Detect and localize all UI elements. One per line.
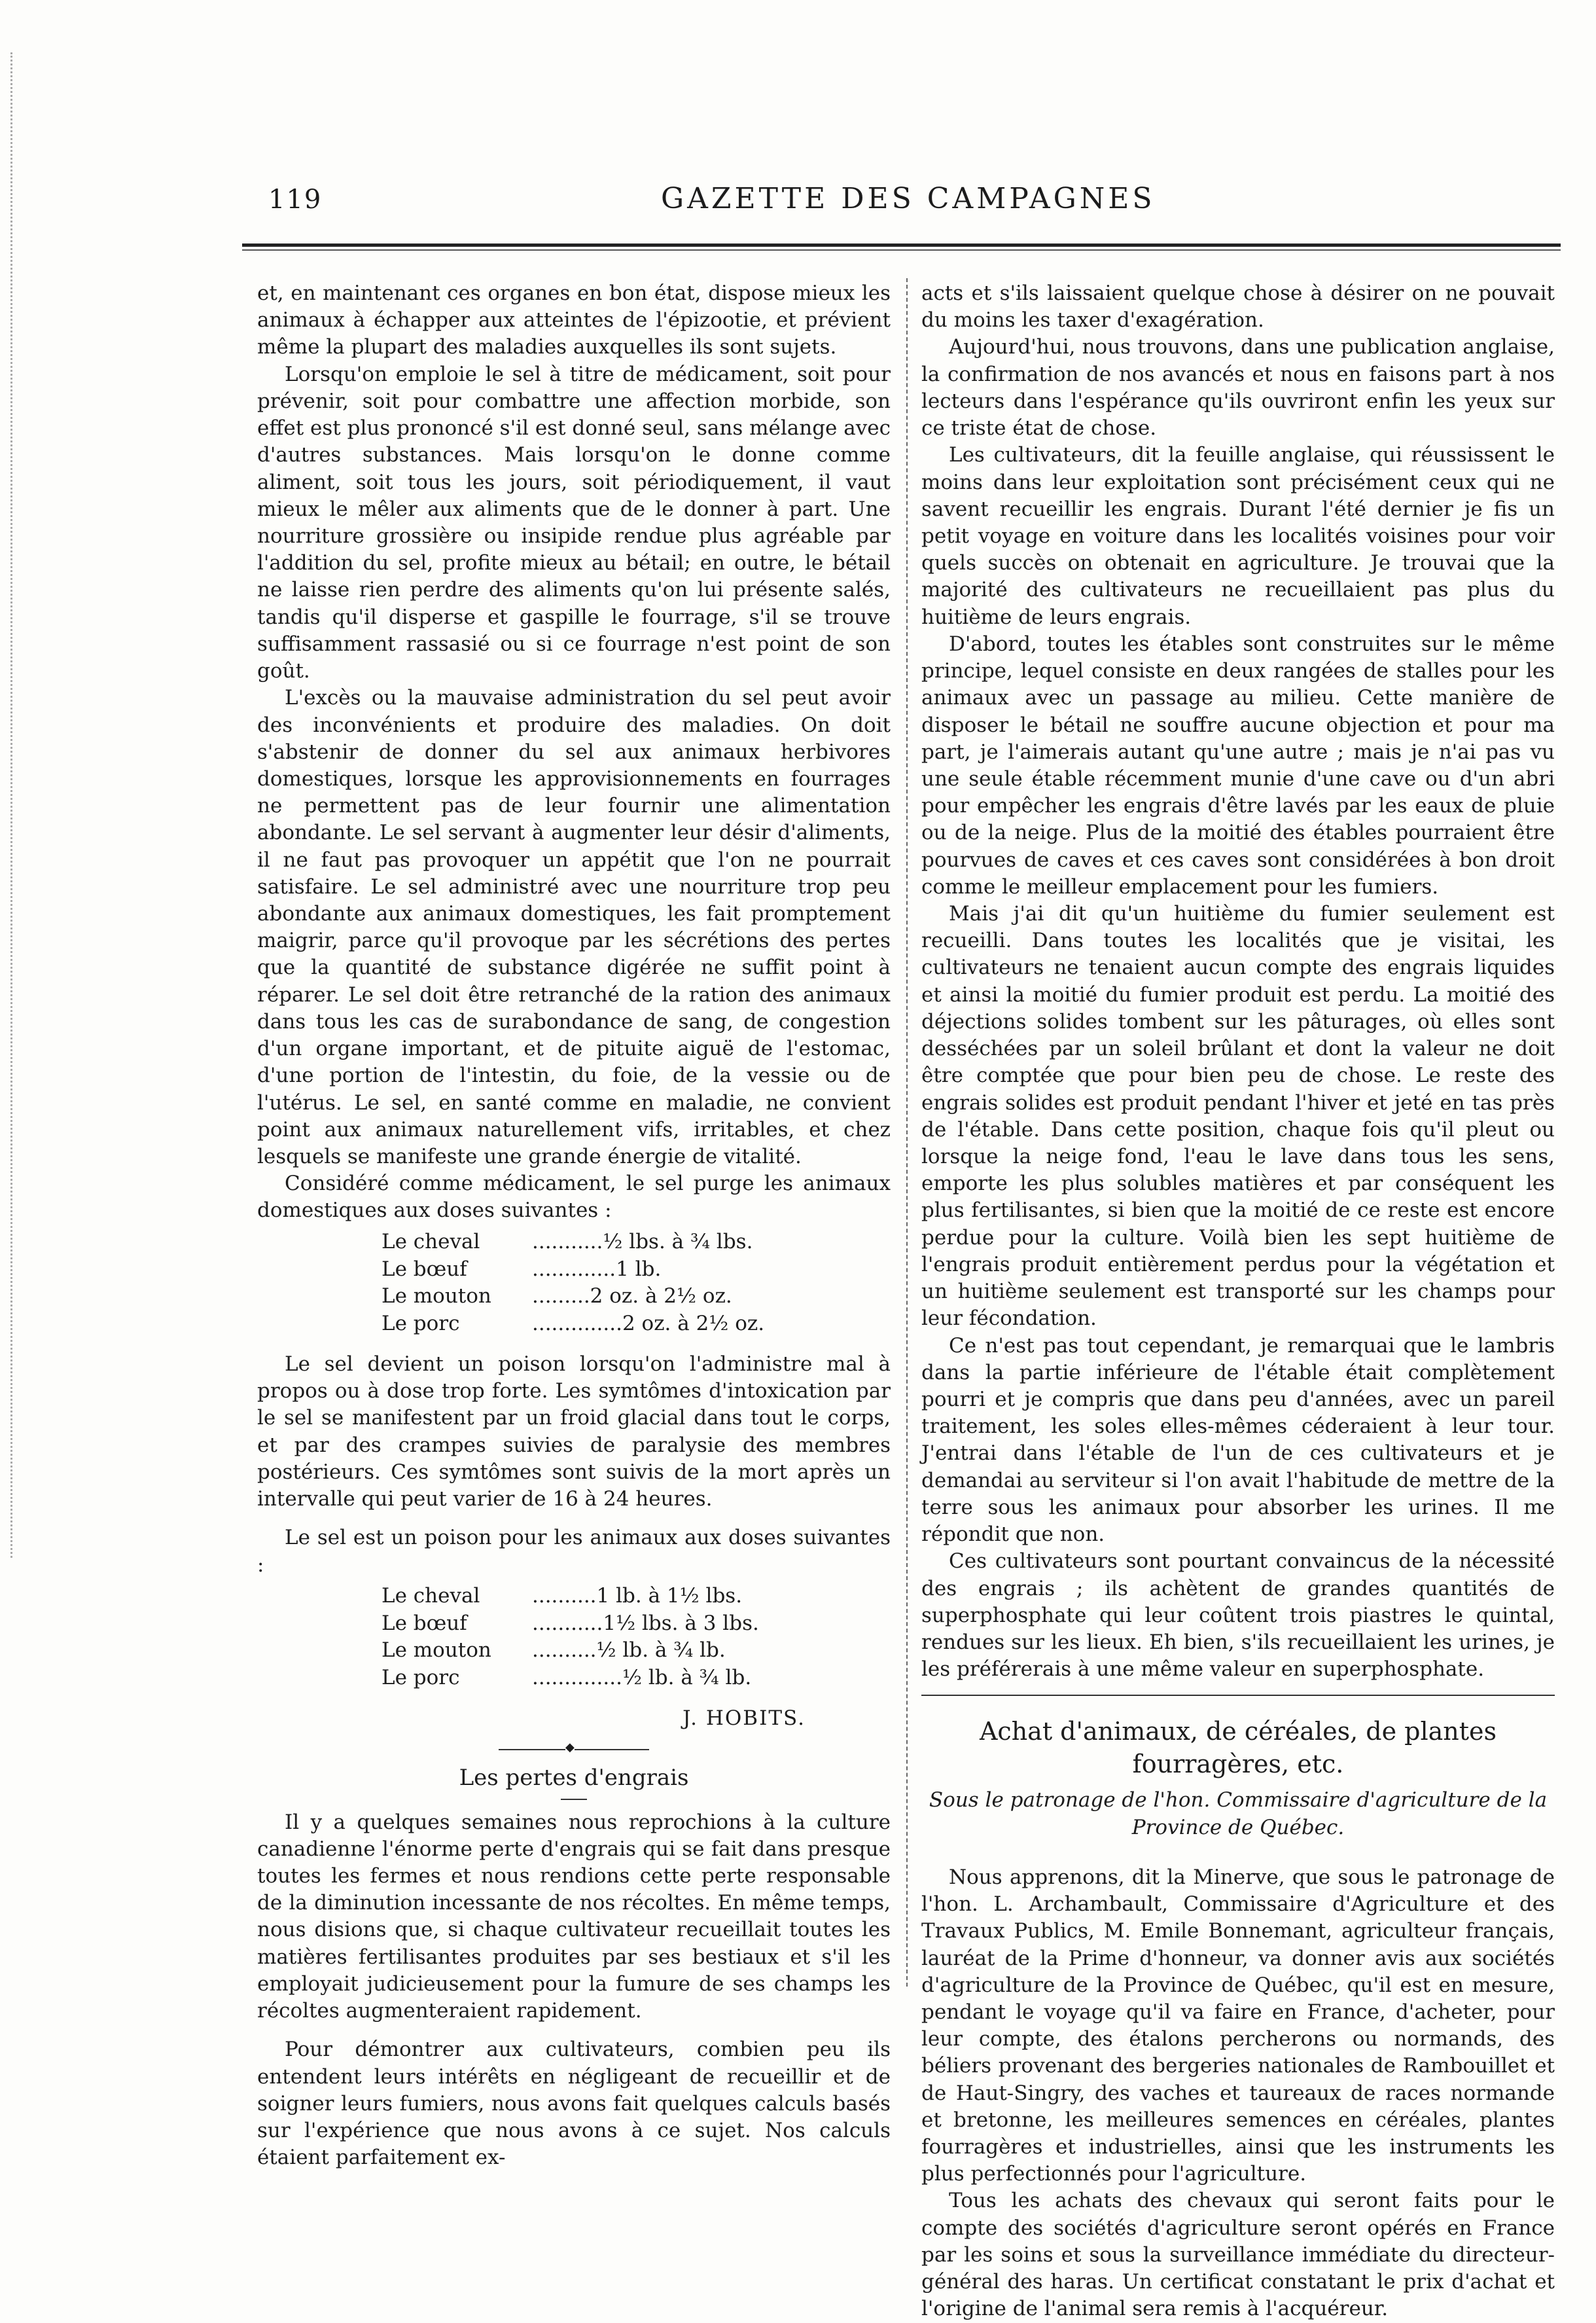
- dose-animal: Le porc: [381, 1666, 460, 1690]
- dose-amount: .........2 oz. à 2½ oz.: [532, 1284, 732, 1308]
- paragraph: Il y a quelques semaines nous reprochions à la culture canadienne l'énorme perte d'engrais qui se fait dans presque toutes les fermes et nous rendions cette perte responsable de la diminution incessante de nos récoltes. En même temps, nous disions que, si chaque cultivateur recueillait toutes les matières fertilisantes produites par ses bestiaux et s'il les employait judicieusement pour la fumure de ses champs les récoltes augmenteraient rapidement.: [257, 1810, 891, 2023]
- section-subtitle: Sous le patronage de l'hon. Commissaire d'agriculture de la Province de Québec.: [929, 1788, 1548, 1839]
- dose-row: [381, 1665, 891, 1692]
- title-dash: [561, 1799, 587, 1800]
- paragraph: Ce n'est pas tout cependant, je remarquai que le lambris dans la partie inférieure de l'étable était complètement pourri et je compris que dans peu d'années, avec un pareil traitement, les soles elles-mêmes céderaient à leur tour. J'entrai dans l'étable de l'un de ces cultivateurs et je demandai au serviteur si l'on avait l'habitude de mettre de la terre sous les animaux pour absorber les urines. Il me répondit que non.: [921, 1333, 1555, 1547]
- paragraph: et, en maintenant ces organes en bon état, dispose mieux les animaux à échapper aux atteintes de l'épizootie, et prévient même la plupart des maladies auxquelles ils sont sujets.: [257, 281, 891, 359]
- purge-dose-table: [381, 1229, 891, 1338]
- dose-amount: ..............2 oz. à 2½ oz.: [532, 1312, 765, 1336]
- dose-animal: Le mouton: [381, 1638, 491, 1663]
- dose-animal: Le bœuf: [381, 1257, 467, 1281]
- right-column: [921, 280, 1555, 2323]
- paragraph: Le sel est un poison pour les animaux aux doses suivantes :: [257, 1526, 891, 1577]
- spacer: [257, 2025, 891, 2036]
- paragraph: Ces cultivateurs sont pourtant convaincus de la nécessité des engrais ; ils achètent de grandes quantités de superphosphate qui leur coûtent trois piastres le quintal, rendues sur les lieux. Eh bien, s'ils recueillaient les urines, je les préférerais à une même valeur en superphosphate.: [921, 1549, 1555, 1682]
- paragraph: Pour démontrer aux cultivateurs, combien peu ils entendent leurs intérêts en négligeant de recueillir et de soigner leurs fumiers, nous avons fait quelques calculs basés sur l'expérience que nous avons à ce sujet. Nos calculs étaient parfaitement ex-: [257, 2038, 891, 2170]
- paragraph: Considéré comme médicament, le sel purge les animaux domestiques aux doses suivantes :: [257, 1172, 891, 1223]
- paragraph: Lorsqu'on emploie le sel à titre de médicament, soit pour prévenir, soit pour combattre une affection morbide, son effet est plus prononcé s'il est donné seul, sans mélange avec d'autres substances. Mais lorsqu'on le donne comme aliment, soit tous les jours, soit périodiquement, il vaut mieux le mêler aux aliments que de le donner à part. Une nourriture grossière ou insipide rendue plus agréable par l'addition du sel, profite mieux au bétail; en outre, le bétail ne laisse rien perdre des aliments qu'on lui présente salés, tandis qu'il disperse et gaspille le fourrage, s'il se trouve suffisamment rassasié ou si ce fourrage n'est point de son goût.: [257, 362, 891, 683]
- dose-row: [381, 1637, 891, 1665]
- paragraph: Aujourd'hui, nous trouvons, dans une publication anglaise, la confirmation de nos avancés et nous en faisons part à nos lecteurs dans l'espérance qu'ils ouvriront enfin les yeux sur ce triste état de chose.: [921, 335, 1555, 441]
- running-head: GAZETTE DES CAMPAGNES: [661, 182, 1156, 215]
- page-number: 119: [268, 185, 323, 215]
- dose-row: [381, 1310, 891, 1338]
- paragraph: Mais j'ai dit qu'un huitième du fumier seulement est recueilli. Dans toutes les localités que je visitai, les cultivateurs ne tenaient aucun compte des engrais liquides et ainsi la moitié du fumier produit est perdu. La moitié des déjections solides tombent sur les pâturages, où elles sont desséchées par un soleil brûlant et dont la valeur ne doit être comptée que pour bien peu de chose. Le reste des engrais solides est produit pendant l'hiver et jeté en tas près de l'étable. Dans cette position, chaque fois qu'il pleut ou lorsque la neige fond, l'eau le lave dans tous les sens, emporte les plus solubles matières et par conséquent les plus fertilisantes, si bien que la moitié de ce reste est encore perdue pour la culture. Voilà bien les sept huitième de l'engrais produit entièrement perdus pour la végétation et un huitième seulement est transporté sur les champs pour leur fécondation.: [921, 902, 1555, 1331]
- dose-amount: ..........1 lb. à 1½ lbs.: [532, 1583, 743, 1608]
- dose-animal: Le cheval: [381, 1583, 480, 1608]
- header-rule: [242, 243, 1561, 251]
- dose-amount: .............1 lb.: [532, 1257, 662, 1281]
- dose-animal: Le bœuf: [381, 1611, 467, 1635]
- paragraph: Les cultivateurs, dit la feuille anglaise, qui réussissent le moins dans leur exploitation sont précisément ceux qui ne savent recueillir les engrais. Durant l'été dernier je fis un petit voyage en voiture dans les localités voisines pour voir quels succès on obtenait en agriculture. Je trouvai que la majorité des cultivateurs ne recueillaient pas plus du huitième de leurs engrais.: [921, 443, 1555, 629]
- section-title: Les pertes d'engrais: [459, 1765, 689, 1792]
- dose-amount: ..........½ lb. à ¾ lb.: [532, 1638, 726, 1663]
- dose-animal: Le mouton: [381, 1284, 491, 1308]
- section-rule: [921, 1695, 1555, 1696]
- dose-amount: ...........1½ lbs. à 3 lbs.: [532, 1611, 759, 1635]
- dose-animal: Le porc: [381, 1312, 460, 1336]
- spacer: [257, 1513, 891, 1524]
- paragraph: acts et s'ils laissaient quelque chose à désirer on ne pouvait du moins les taxer d'exagération.: [921, 281, 1555, 333]
- dose-row: [381, 1583, 891, 1610]
- section-ornament: [499, 1749, 649, 1750]
- paragraph: D'abord, toutes les étables sont construites sur le même principe, lequel consiste en deux rangées de stalles pour les animaux avec un passage au milieu. Cette manière de disposer le bétail ne souffre aucune objection et pour ma part, je l'aimerais autant qu'une autre ; mais je n'ai pas vu une seule étable récemment munie d'une cave ou d'un abri pour empêcher les engrais d'être lavés par les eaux de pluie ou de la neige. Plus de la moitié des étables pourraient être pourvues de caves et ces caves sont considérées à bon droit comme le meilleur emplacement pour les fumiers.: [921, 632, 1555, 899]
- dose-row: [381, 1283, 891, 1310]
- section-title: Achat d'animaux, de céréales, de plantes fourragères, etc.: [979, 1717, 1497, 1778]
- margin-scan-marks: [10, 52, 12, 1558]
- paragraph: Nous apprenons, dit la Minerve, que sous le patronage de l'hon. L. Archambault, Commissaire d'Agriculture et des Travaux Publics, M. Emile Bonnemant, agriculteur français, lauréat de la Prime d'honneur, va donner avis aux sociétés d'agriculture de la Province de Québec, qu'il est en mesure, pendant le voyage qu'il va faire en France, d'acheter, pour leur compte, des étalons percherons ou normands, des béliers provenant des bergeries nationales de Rambouillet et de Haut-Singry, des vaches et taureaux de races normande et bretonne, les meilleures semences en céréales, plantes fourragères et industrielles, ainsi que les instruments les plus perfectionnés pour l'agriculture.: [921, 1865, 1555, 2186]
- paragraph: L'excès ou la mauvaise administration du sel peut avoir des inconvénients et produire des maladies. On doit s'abstenir de donner du sel aux animaux herbivores domestiques, lorsque les approvisionnements en fourrages ne permettent pas de leur fournir une alimentation abondante. Le sel servant à augmenter leur désir d'aliments, il ne faut pas provoquer un appétit que l'on ne pourrait satisfaire. Le sel administré avec une nourriture trop peu abondante aux animaux domestiques, les fait promptement maigrir, parce qu'il provoque par les sécrétions des pertes que la quantité de substance digérée ne suffit point à réparer. Le sel doit être retranché de la ration des animaux dans tous les cas de surabondance de sang, de congestion d'un organe important, et de pituite aiguë de l'estomac, d'une portion de l'intestin, du foie, de la vessie ou de l'utérus. Le sel, en santé comme en maladie, ne convient point aux animaux naturellement vifs, irritables, et chez lesquels se manifeste une grande énergie de vitalité.: [257, 686, 891, 1168]
- dose-animal: Le cheval: [381, 1229, 480, 1253]
- paragraph: Tous les achats des chevaux qui seront faits pour le compte des sociétés d'agriculture seront opérés en France par les soins et sous la surveillance immédiate du directeur-général des haras. Un certificat constatant le prix d'achat et l'origine de l'animal sera remis à l'acquéreur.: [921, 2189, 1555, 2321]
- paragraph: Le sel devient un poison lorsqu'on l'administre mal à propos ou à dose trop forte. Les symtômes d'intoxication par le sel se manifestent par un froid glacial dans tout le corps, et par des crampes suivies de paralysie des membres postérieurs. Ces symtômes sont suivis de la mort après un intervalle qui peut varier de 16 à 24 heures.: [257, 1352, 891, 1511]
- left-column: [257, 280, 891, 2171]
- dose-amount: ..............½ lb. à ¾ lb.: [532, 1666, 752, 1690]
- poison-dose-table: [381, 1583, 891, 1692]
- dose-row: [381, 1256, 891, 1284]
- column-divider: [906, 278, 908, 1987]
- author-signature: J. HOBITS.: [683, 1706, 806, 1731]
- dose-row: [381, 1610, 891, 1638]
- dose-amount: ...........½ lbs. à ¾ lbs.: [532, 1229, 753, 1253]
- dose-row: [381, 1229, 891, 1256]
